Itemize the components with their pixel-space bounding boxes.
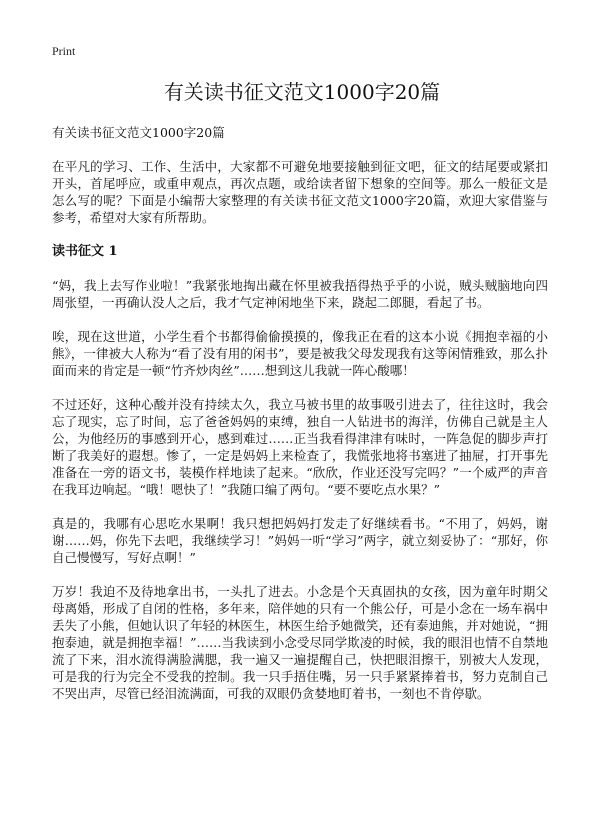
document-subtitle: 有关读书征文范文1000字20篇 (52, 125, 225, 140)
section-heading: 读书征文 1 (52, 244, 118, 259)
body-paragraph: “妈，我上去写作业啦！”我紧张地掏出藏在怀里被我捂得热乎乎的小说，贼头贼脑地向四周张望，一再确认没人之后，我才气定神闲地坐下来，跷起二郎腿，看起了书。 (52, 278, 548, 310)
body-paragraph: 唉，现在这世道，小学生看个书都得偷偷摸摸的，像我正在看的这本小说《拥抱幸福的小熊》，一律被大人称为“看了没有用的闲书”，要是被我父母发现我有这等闲情雅致，那么扑面而来的肯定是一顿“竹齐炒肉丝”……想到这儿我就一阵心酸哪！ (52, 329, 548, 378)
body-paragraph: 万岁！我迫不及待地拿出书，一头扎了进去。小念是个天真固执的女孩，因为童年时期父母离婚，形成了自闭的性格，多年来，陪伴她的只有一个熊公仔，可是小念在一场车祸中丢失了小熊，但她认识了年轻的林医生，林医生给予她微笑，还有泰迪熊，并对她说，“拥抱泰迪，就是拥抱幸福！”……当我读到小念受尽同学欺凌的时候，我的眼泪也情不自禁地流了下来，泪水流得满脸满腮，我一遍又一遍提醒自己，快把眼泪擦干，别被大人发现，可是我的行为完全不受我的控制。我一只手捂住嘴，另一只手紧紧捧着书，努力克制自己不哭出声，尽管已经泪流满面，可我的双眼仍贪婪地盯着书，一刻也不肯停歇。 (52, 584, 548, 701)
body-paragraph: 真是的，我哪有心思吃水果啊！我只想把妈妈打发走了好继续看书。“不用了，妈妈，谢谢……妈，你先下去吧，我继续学习！”妈妈一听“学习”两字，就立刻妥协了：“那好，你自己慢慢写，写好点啊！” (52, 516, 548, 565)
page-title: 有关读书征文范文1000字20篇 (163, 80, 441, 104)
body-paragraph: 不过还好，这种心酸并没有持续太久，我立马被书里的故事吸引进去了，往往这时，我会忘了现实，忘了时间，忘了爸爸妈妈的束缚，独自一人钻进书的海洋，仿佛自己就是主人公，为他经历的事感到开心，感到难过……正当我看得津津有味时，一阵急促的脚步声打断了我美好的遐想。惨了，一定是妈妈上来检查了，我慌张地将书塞进了抽屉，打开事先准备在一旁的语文书，装模作样地读了起来。“欣欣，作业还没写完吗？”一个威严的声音在我耳边响起。“哦！嗯快了！”我随口编了两句。“要不要吃点水果？” (52, 397, 548, 497)
print-link[interactable]: Print (52, 44, 76, 58)
intro-paragraph: 在平凡的学习、工作、生活中，大家都不可避免地要接触到征文吧，征文的结尾要或紧扣开头，首尾呼应，或重申观点，再次点题，或给读者留下想象的空间等。那么一般征文是怎么写的呢？下面是小编帮大家整理的有关读书征文范文1000字20篇，欢迎大家借鉴与参考，希望对大家有所帮助。 (52, 159, 548, 225)
